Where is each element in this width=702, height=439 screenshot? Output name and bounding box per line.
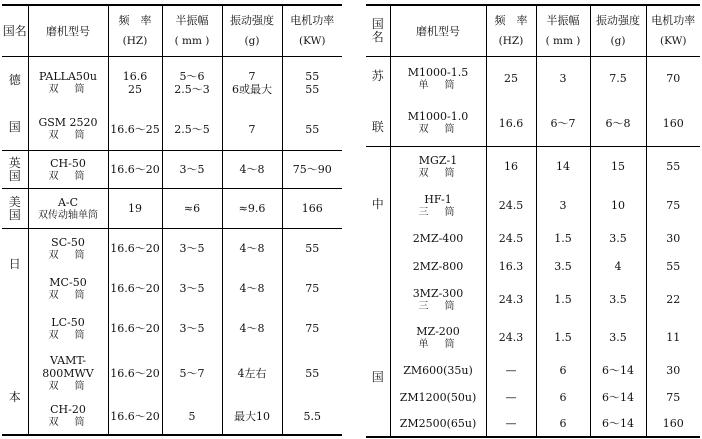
table-row bbox=[2, 399, 342, 435]
freq-cell: — bbox=[486, 385, 536, 411]
power-cell: 11 bbox=[646, 319, 700, 357]
table-row bbox=[366, 319, 700, 357]
vib-cell: 6～8 bbox=[590, 101, 646, 147]
header-vib: 振动强度 (g) bbox=[222, 5, 282, 57]
model-cell: MZ-200 单 筒 bbox=[390, 319, 486, 357]
header-model: 磨机型号 bbox=[28, 5, 108, 57]
table-row bbox=[2, 57, 342, 109]
vib-cell: 6～14 bbox=[590, 411, 646, 437]
freq-cell: — bbox=[486, 357, 536, 385]
power-cell: 55 bbox=[646, 147, 700, 187]
right-table bbox=[366, 4, 700, 438]
power-cell: 160 bbox=[646, 411, 700, 437]
freq-cell: 16.6～25 bbox=[108, 109, 162, 151]
header-country: 国名 bbox=[2, 5, 28, 57]
amp-cell: 1.5 bbox=[536, 319, 590, 357]
power-cell: 55 bbox=[282, 229, 342, 269]
header-row bbox=[2, 5, 342, 57]
amp-cell: 3～5 bbox=[162, 309, 222, 349]
freq-cell: — bbox=[486, 411, 536, 437]
header-country: 国名 bbox=[366, 5, 390, 57]
power-cell: 75～90 bbox=[282, 151, 342, 189]
freq-cell: 16.6～20 bbox=[108, 399, 162, 435]
power-cell: 166 bbox=[282, 189, 342, 229]
power-cell: 70 bbox=[646, 57, 700, 101]
freq-cell: 16.6～20 bbox=[108, 229, 162, 269]
vib-cell: 6～14 bbox=[590, 385, 646, 411]
model-cell: CH-20 双 筒 bbox=[28, 399, 108, 435]
header-model: 磨机型号 bbox=[390, 5, 486, 57]
model-cell: A-C 双传动轴单筒 bbox=[28, 189, 108, 229]
country-usa: 美 国 bbox=[2, 189, 28, 229]
power-cell: 55 bbox=[282, 109, 342, 151]
country-china: 中 国 bbox=[366, 147, 390, 437]
freq-cell: 16.6 bbox=[486, 101, 536, 147]
country-uk: 英 国 bbox=[2, 151, 28, 189]
power-cell: 75 bbox=[282, 309, 342, 349]
amp-cell: 2.5～5 bbox=[162, 109, 222, 151]
header-freq: 频 率 (HZ) bbox=[108, 5, 162, 57]
freq-cell: 24.5 bbox=[486, 225, 536, 253]
model-cell: HF-1 三 筒 bbox=[390, 187, 486, 225]
amp-cell: 5 bbox=[162, 399, 222, 435]
vib-cell: 3.5 bbox=[590, 281, 646, 319]
amp-cell: 3～5 bbox=[162, 269, 222, 309]
power-cell: 5.5 bbox=[282, 399, 342, 435]
model-cell: 2MZ-400 bbox=[390, 225, 486, 253]
vib-cell: 7 bbox=[222, 109, 282, 151]
freq-cell: 16.6 25 bbox=[108, 57, 162, 109]
amp-cell: 3 bbox=[536, 57, 590, 101]
model-cell: M1000-1.0 双 筒 bbox=[390, 101, 486, 147]
table-row bbox=[366, 147, 700, 187]
table-row bbox=[366, 225, 700, 253]
table-row bbox=[366, 187, 700, 225]
amp-cell: 6 bbox=[536, 357, 590, 385]
vib-cell: 7.5 bbox=[590, 57, 646, 101]
vib-cell: 4～8 bbox=[222, 269, 282, 309]
power-cell: 55 55 bbox=[282, 57, 342, 109]
amp-cell: 3 bbox=[536, 187, 590, 225]
left-table bbox=[2, 4, 342, 436]
power-cell: 22 bbox=[646, 281, 700, 319]
table-row bbox=[366, 385, 700, 411]
freq-cell: 16.6～20 bbox=[108, 349, 162, 399]
power-cell: 55 bbox=[646, 253, 700, 281]
freq-cell: 25 bbox=[486, 57, 536, 101]
model-cell: M1000-1.5 单 筒 bbox=[390, 57, 486, 101]
vib-cell: 4～8 bbox=[222, 151, 282, 189]
power-cell: 55 bbox=[282, 349, 342, 399]
header-amp: 半振幅 ( mm ) bbox=[162, 5, 222, 57]
model-cell: SC-50 双 筒 bbox=[28, 229, 108, 269]
amp-cell: 6 bbox=[536, 385, 590, 411]
model-cell: MC-50 双 筒 bbox=[28, 269, 108, 309]
freq-cell: 16.6～20 bbox=[108, 309, 162, 349]
amp-cell: 3～5 bbox=[162, 229, 222, 269]
header-row bbox=[366, 5, 700, 57]
power-cell: 30 bbox=[646, 225, 700, 253]
vib-cell: 最大10 bbox=[222, 399, 282, 435]
model-cell: GSM 2520 双 筒 bbox=[28, 109, 108, 151]
amp-cell: 3.5 bbox=[536, 253, 590, 281]
amp-cell: 5～6 2.5～3 bbox=[162, 57, 222, 109]
country-germany: 德 国 bbox=[8, 72, 21, 134]
freq-cell: 24.3 bbox=[486, 281, 536, 319]
freq-cell: 16.3 bbox=[486, 253, 536, 281]
header-freq: 频 率 (HZ) bbox=[486, 5, 536, 57]
freq-cell: 16.6～20 bbox=[108, 269, 162, 309]
table-row bbox=[2, 109, 342, 151]
model-cell: ZM2500(65u) bbox=[390, 411, 486, 437]
model-cell: VAMT- 800MWV 双 筒 bbox=[28, 349, 108, 399]
power-cell: 75 bbox=[646, 385, 700, 411]
table-row bbox=[2, 269, 342, 309]
model-cell: 3MZ-300 三 筒 bbox=[390, 281, 486, 319]
country-ussr: 苏 联 bbox=[371, 68, 384, 134]
amp-cell: 3～5 bbox=[162, 151, 222, 189]
power-cell: 75 bbox=[646, 187, 700, 225]
model-cell: 2MZ-800 bbox=[390, 253, 486, 281]
amp-cell: 14 bbox=[536, 147, 590, 187]
model-cell: LC-50 双 筒 bbox=[28, 309, 108, 349]
amp-cell: 1.5 bbox=[536, 225, 590, 253]
amp-cell: 6～7 bbox=[536, 101, 590, 147]
model-cell: ZM1200(50u) bbox=[390, 385, 486, 411]
header-power: 电机功率 (KW) bbox=[282, 5, 342, 57]
country-japan: 日 本 bbox=[2, 229, 28, 435]
model-cell: MGZ-1 双 筒 bbox=[390, 147, 486, 187]
power-cell: 160 bbox=[646, 101, 700, 147]
model-cell: ZM600(35u) bbox=[390, 357, 486, 385]
freq-cell: 16.6～20 bbox=[108, 151, 162, 189]
table-row bbox=[366, 357, 700, 385]
model-cell: CH-50 双 筒 bbox=[28, 151, 108, 189]
amp-cell: 6 bbox=[536, 411, 590, 437]
table-row bbox=[2, 151, 342, 189]
amp-cell: ≈6 bbox=[162, 189, 222, 229]
table-row bbox=[2, 229, 342, 269]
vib-cell: 10 bbox=[590, 187, 646, 225]
power-cell: 75 bbox=[282, 269, 342, 309]
vib-cell: 6～14 bbox=[590, 357, 646, 385]
vib-cell: 4～8 bbox=[222, 309, 282, 349]
freq-cell: 19 bbox=[108, 189, 162, 229]
vib-cell: 4左右 bbox=[222, 349, 282, 399]
vib-cell: ≈9.6 bbox=[222, 189, 282, 229]
header-vib: 振动强度 (g) bbox=[590, 5, 646, 57]
amp-cell: 1.5 bbox=[536, 281, 590, 319]
vib-cell: 3.5 bbox=[590, 225, 646, 253]
power-cell: 30 bbox=[646, 357, 700, 385]
table-row bbox=[366, 57, 700, 101]
vib-cell: 4～8 bbox=[222, 229, 282, 269]
table-row bbox=[2, 189, 342, 229]
vib-cell: 3.5 bbox=[590, 319, 646, 357]
header-amp: 半振幅 ( mm ) bbox=[536, 5, 590, 57]
header-power: 电机功率 (KW) bbox=[646, 5, 700, 57]
table-row bbox=[366, 253, 700, 281]
amp-cell: 5～7 bbox=[162, 349, 222, 399]
freq-cell: 16 bbox=[486, 147, 536, 187]
table-row bbox=[2, 349, 342, 399]
table-row bbox=[366, 101, 700, 147]
table-row bbox=[366, 411, 700, 437]
table-row bbox=[2, 309, 342, 349]
model-cell: PALLA50u 双 筒 bbox=[28, 57, 108, 109]
vib-cell: 15 bbox=[590, 147, 646, 187]
vib-cell: 7 6或最大 bbox=[222, 57, 282, 109]
freq-cell: 24.3 bbox=[486, 319, 536, 357]
freq-cell: 24.5 bbox=[486, 187, 536, 225]
table-row bbox=[366, 281, 700, 319]
vib-cell: 4 bbox=[590, 253, 646, 281]
